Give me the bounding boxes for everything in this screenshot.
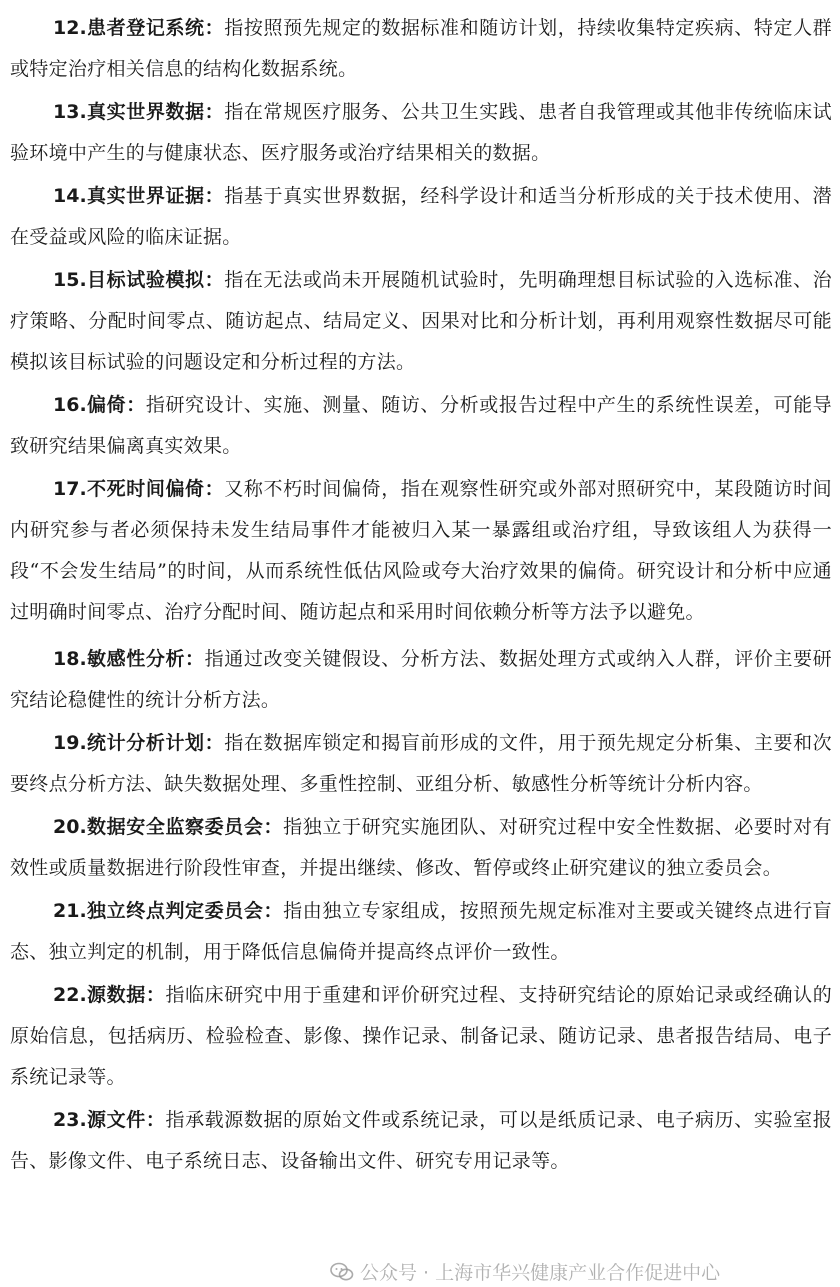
definition-number: 12. <box>53 17 87 39</box>
definition-text: 指在无法或尚未开展随机试验时，先明确理想目标试验的入选标准、治疗策略、分配时间零点、随访起点、结局定义、因果对比和分析计划，再利用观察性数据尽可能模拟该目标试验的问题设定和分析过程的方法。 <box>10 269 832 373</box>
definition-text: 指临床研究中用于重建和评价研究过程、支持研究结论的原始记录或经确认的原始信息，包括病历、检验检查、影像、操作记录、制备记录、随访记录、患者报告结局、电子系统记录等。 <box>10 984 833 1088</box>
definition-number: 23. <box>53 1109 87 1131</box>
definition-term: 源文件： <box>86 1109 166 1131</box>
definition-number: 20. <box>53 816 87 838</box>
watermark-text: 公众号 · 上海市华兴健康产业合作促进中心 <box>360 1262 721 1284</box>
definition-term: 偏倚： <box>86 394 146 416</box>
definition-text: 指按照预先规定的数据标准和随访计划，持续收集特定疾病、特定人群或特定治疗相关信息的结构化数据系统。 <box>10 17 832 80</box>
definition-term: 独立终点判定委员会： <box>86 900 284 922</box>
definition-12 <box>10 8 832 90</box>
definition-text: 指由独立专家组成，按照预先规定标准对主要或关键终点进行盲态、独立判定的机制，用于降低信息偏倚并提高终点评价一致性。 <box>10 900 832 963</box>
definition-text: 又称不朽时间偏倚，指在观察性研究或外部对照研究中，某段随访时间内研究参与者必须保持未发生结局事件才能被归入某一暴露组或治疗组，导致该组人为获得一段“不会发生结局”的时间，从而系统性低估风险或夸大治疗效果的偏倚。研究设计和分析中应通过明确时间零点、治疗分配时间、随访起点和采用时间依赖分析等方法予以避免。 <box>10 478 832 623</box>
definition-18 <box>10 639 832 721</box>
definition-22 <box>10 975 832 1098</box>
definition-number: 16. <box>53 394 87 416</box>
account-watermark <box>330 1258 720 1285</box>
definition-13 <box>10 92 832 174</box>
definition-17 <box>10 469 832 633</box>
definition-number: 22. <box>53 984 87 1006</box>
definition-15 <box>10 260 832 383</box>
definition-16 <box>10 385 832 467</box>
definition-number: 17. <box>53 478 87 500</box>
definition-number: 21. <box>53 900 87 922</box>
definition-number: 14. <box>53 185 87 207</box>
definition-term: 统计分析计划： <box>86 732 225 754</box>
definition-term: 不死时间偏倚： <box>86 478 225 500</box>
definition-text: 指通过改变关键假设、分析方法、数据处理方式或纳入人群，评价主要研究结论稳健性的统计分析方法。 <box>10 648 832 711</box>
definition-19 <box>10 723 832 805</box>
definition-term: 真实世界数据： <box>86 101 225 123</box>
definition-14 <box>10 176 832 258</box>
definition-number: 19. <box>53 732 87 754</box>
definition-text: 指在常规医疗服务、公共卫生实践、患者自我管理或其他非传统临床试验环境中产生的与健康状态、医疗服务或治疗结果相关的数据。 <box>10 101 832 164</box>
wechat-icon <box>330 1262 354 1282</box>
definition-number: 13. <box>53 101 87 123</box>
definition-21 <box>10 891 832 973</box>
definition-text: 指基于真实世界数据，经科学设计和适当分析形成的关于技术使用、潜在受益或风险的临床证据。 <box>10 185 832 248</box>
document-body <box>10 8 832 1184</box>
definition-23 <box>10 1100 832 1182</box>
definition-text: 指研究设计、实施、测量、随访、分析或报告过程中产生的系统性误差，可能导致研究结果偏离真实效果。 <box>10 394 832 457</box>
definition-20 <box>10 807 832 889</box>
definition-text: 指在数据库锁定和揭盲前形成的文件，用于预先规定分析集、主要和次要终点分析方法、缺失数据处理、多重性控制、亚组分析、敏感性分析等统计分析内容。 <box>10 732 832 795</box>
definition-term: 患者登记系统： <box>86 17 225 39</box>
definition-term: 数据安全监察委员会： <box>86 816 284 838</box>
definition-number: 18. <box>53 648 87 670</box>
definition-term: 敏感性分析： <box>86 648 205 670</box>
definition-term: 目标试验模拟： <box>86 269 225 291</box>
definition-term: 源数据： <box>86 984 166 1006</box>
definition-text: 指独立于研究实施团队、对研究过程中安全性数据、必要时对有效性或质量数据进行阶段性审查，并提出继续、修改、暂停或终止研究建议的独立委员会。 <box>10 816 832 879</box>
definition-number: 15. <box>53 269 87 291</box>
definition-text: 指承载源数据的原始文件或系统记录，可以是纸质记录、电子病历、实验室报告、影像文件、电子系统日志、设备输出文件、研究专用记录等。 <box>10 1109 833 1172</box>
definition-term: 真实世界证据： <box>86 185 225 207</box>
